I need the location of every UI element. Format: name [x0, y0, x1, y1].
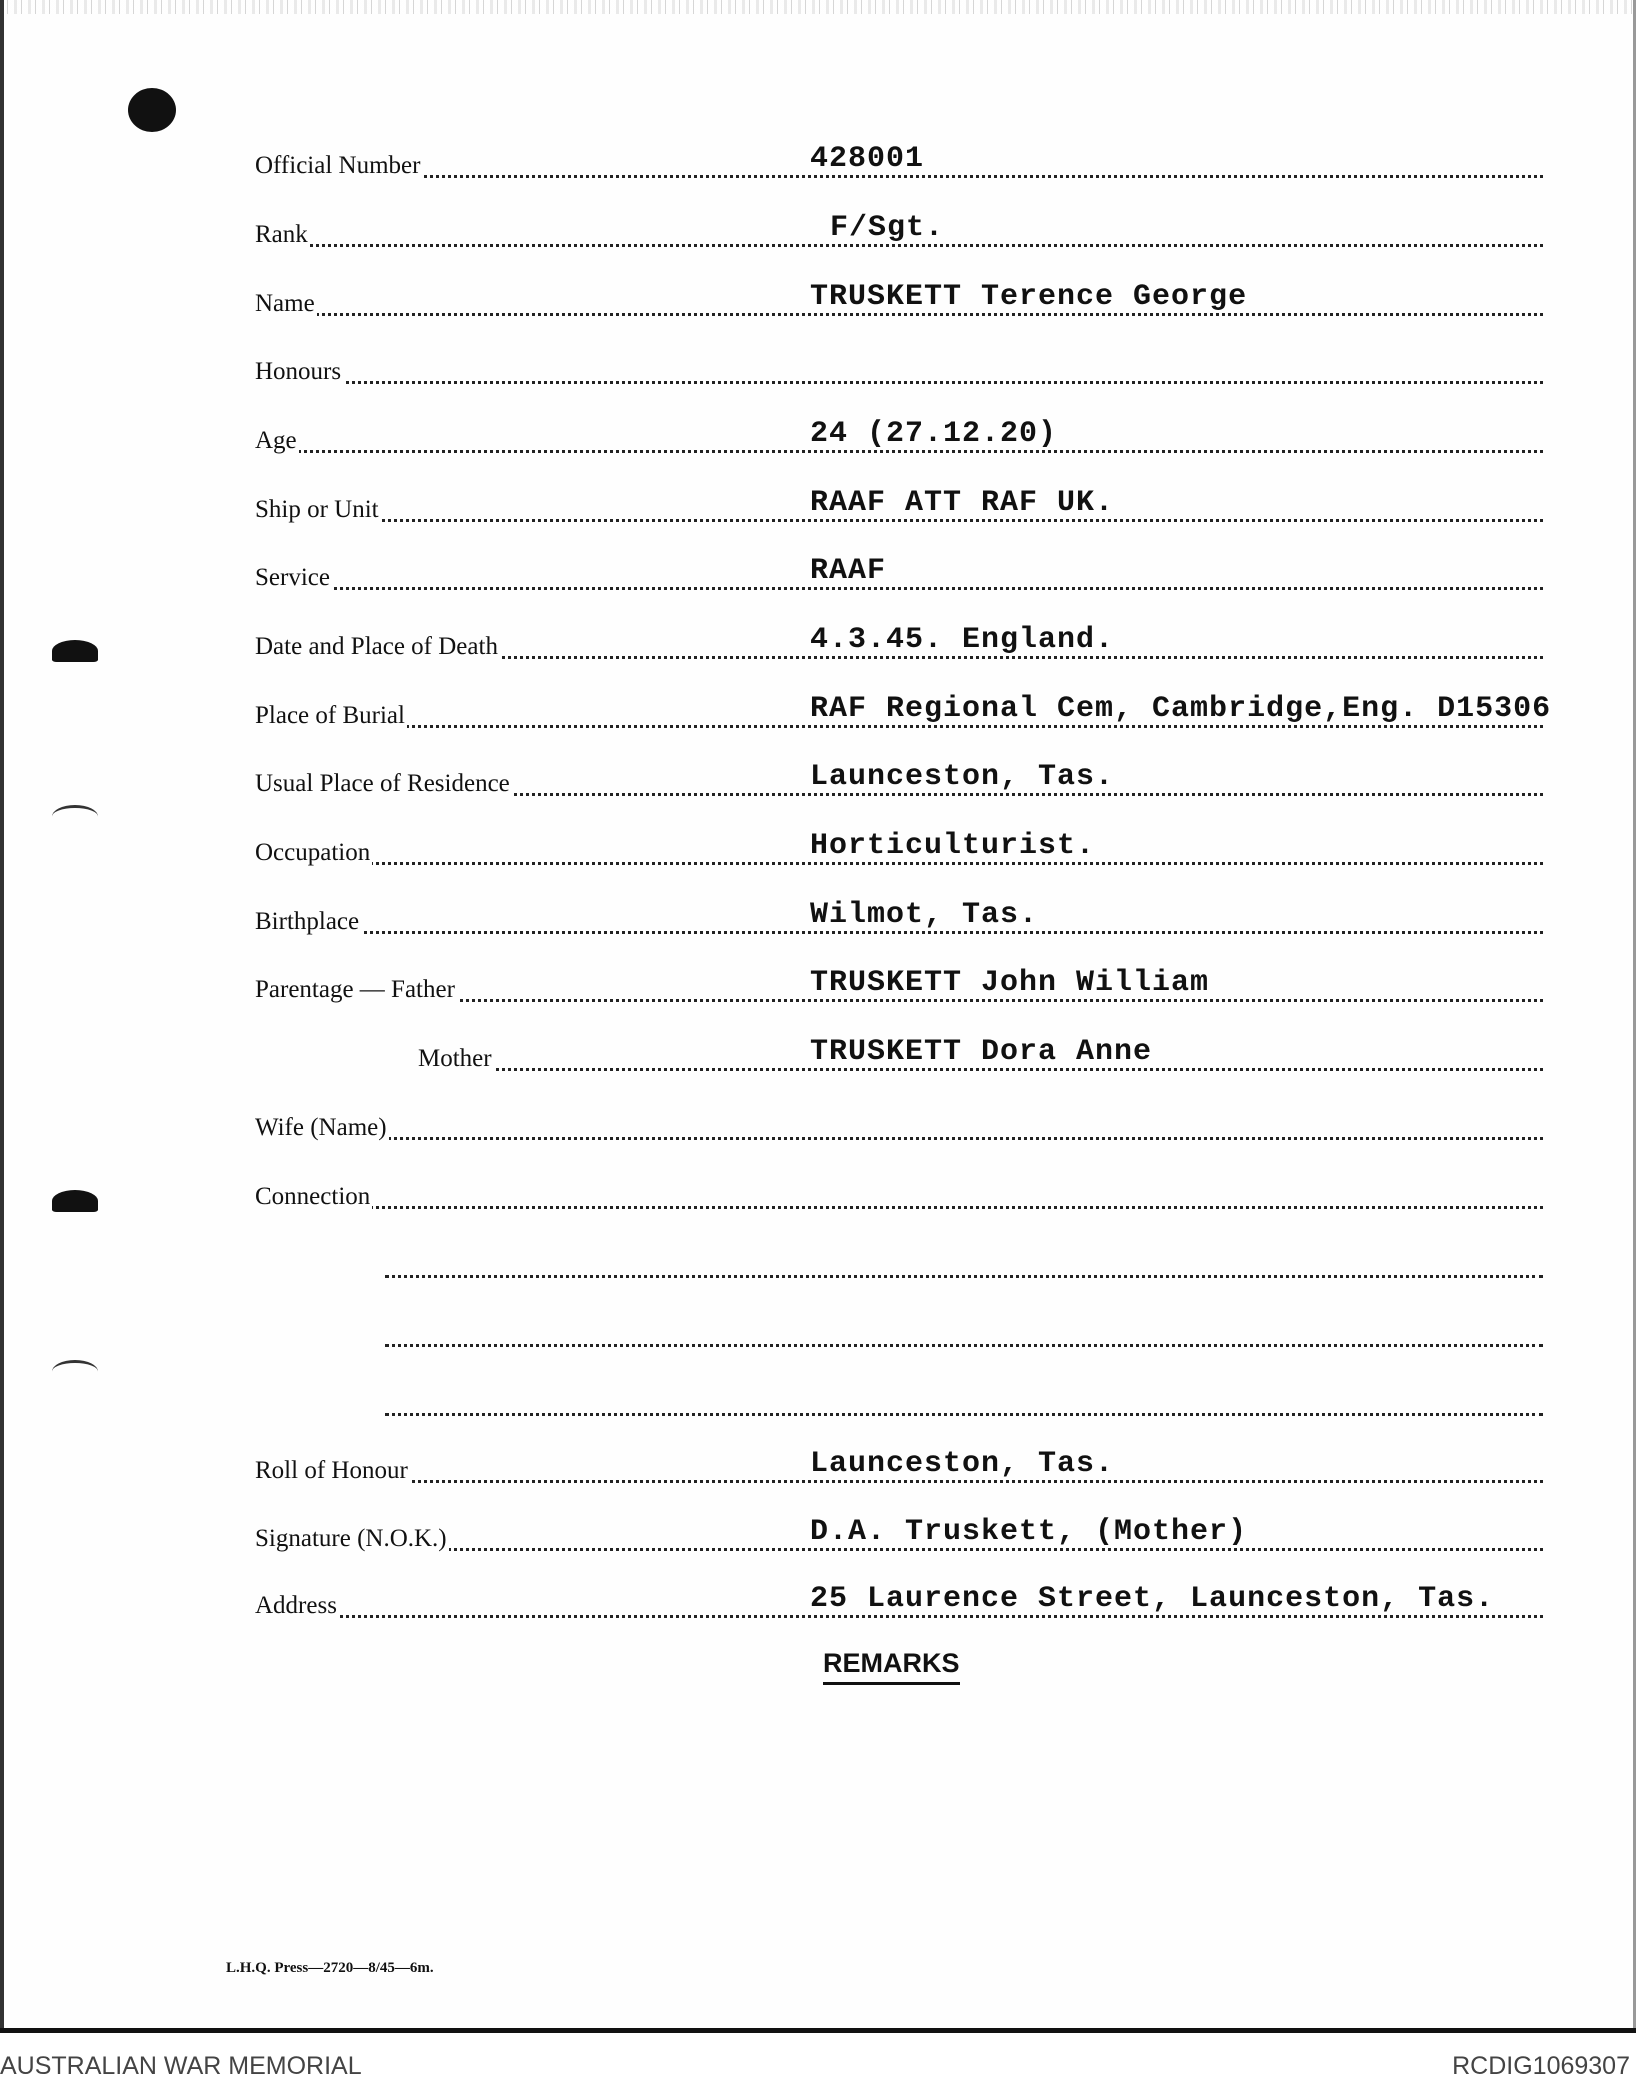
field-label: Mother [418, 1045, 492, 1072]
field-age [255, 417, 1543, 455]
field-value: 4.3.45. England. [810, 623, 1115, 657]
connection-line [385, 1319, 1543, 1349]
field-place-of-burial [255, 692, 1552, 730]
footer-institution: AUSTRALIAN WAR MEMORIAL [0, 2052, 362, 2080]
field-label: Place of Burial [255, 702, 405, 729]
scan-edge-left [0, 0, 4, 2030]
field-value: RAAF [810, 554, 887, 588]
field-value: TRUSKETT Dora Anne [810, 1035, 1153, 1069]
field-label: Age [255, 427, 297, 454]
field-date-place-of-death [255, 623, 1543, 661]
field-value: Wilmot, Tas. [810, 898, 1039, 932]
field-value: RAF Regional Cem, Cambridge,Eng. D15306 [810, 692, 1552, 726]
remarks-heading: REMARKS [823, 1648, 960, 1685]
field-value: 428001 [810, 142, 925, 176]
field-value: 24 (27.12.20) [810, 417, 1058, 451]
binder-hole-icon [52, 640, 98, 662]
field-value: F/Sgt. [830, 211, 945, 245]
field-label: Name [255, 290, 315, 317]
printer-imprint: L.H.Q. Press—2720—8/45—6m. [226, 1960, 434, 1976]
field-value: Horticulturist. [810, 829, 1096, 863]
field-roll-of-honour [255, 1447, 1543, 1485]
field-label: Parentage — Father [255, 976, 455, 1003]
field-birthplace [255, 898, 1543, 936]
field-value: RAAF ATT RAF UK. [810, 486, 1115, 520]
field-connection [255, 1181, 1543, 1211]
scan-edge [0, 0, 1636, 14]
field-label: Official Number [255, 152, 421, 179]
field-occupation [255, 829, 1543, 867]
field-label: Wife (Name) [255, 1114, 387, 1141]
punch-hole-mark [128, 88, 176, 132]
field-rank [255, 211, 1543, 249]
field-honours [255, 356, 1543, 386]
field-label: Address [255, 1592, 337, 1619]
field-label: Rank [255, 221, 308, 248]
field-value: Launceston, Tas. [810, 1447, 1115, 1481]
field-mother [255, 1035, 1543, 1073]
field-ship-or-unit [255, 486, 1543, 524]
field-label: Usual Place of Residence [255, 770, 510, 797]
field-wife [255, 1112, 1543, 1142]
field-father [255, 966, 1543, 1004]
field-label: Connection [255, 1183, 371, 1210]
field-official-number [255, 142, 1543, 180]
field-value: D.A. Truskett, (Mother) [810, 1515, 1248, 1549]
field-name [255, 280, 1543, 318]
binder-ring-icon [52, 805, 98, 828]
field-label: Honours [255, 358, 342, 385]
connection-line [385, 1388, 1543, 1418]
field-address [255, 1582, 1543, 1620]
field-value: 25 Laurence Street, Launceston, Tas. [810, 1582, 1495, 1616]
field-label: Signature (N.O.K.) [255, 1525, 447, 1552]
field-service [255, 554, 1543, 592]
binder-hole-icon [52, 1190, 98, 1212]
field-label: Roll of Honour [255, 1457, 408, 1484]
page-bottom-rule [0, 2028, 1636, 2033]
field-label: Occupation [255, 839, 371, 866]
connection-line [385, 1250, 1543, 1280]
field-label: Service [255, 564, 330, 591]
field-value: TRUSKETT John William [810, 966, 1210, 1000]
field-label: Birthplace [255, 908, 360, 935]
field-signature-nok [255, 1515, 1543, 1553]
field-value: Launceston, Tas. [810, 760, 1115, 794]
field-usual-residence [255, 760, 1543, 798]
binder-ring-icon [52, 1360, 98, 1383]
footer-record-id: RCDIG1069307 [1452, 2052, 1630, 2080]
field-label: Ship or Unit [255, 496, 379, 523]
field-value: TRUSKETT Terence George [810, 280, 1248, 314]
field-label: Date and Place of Death [255, 633, 498, 660]
